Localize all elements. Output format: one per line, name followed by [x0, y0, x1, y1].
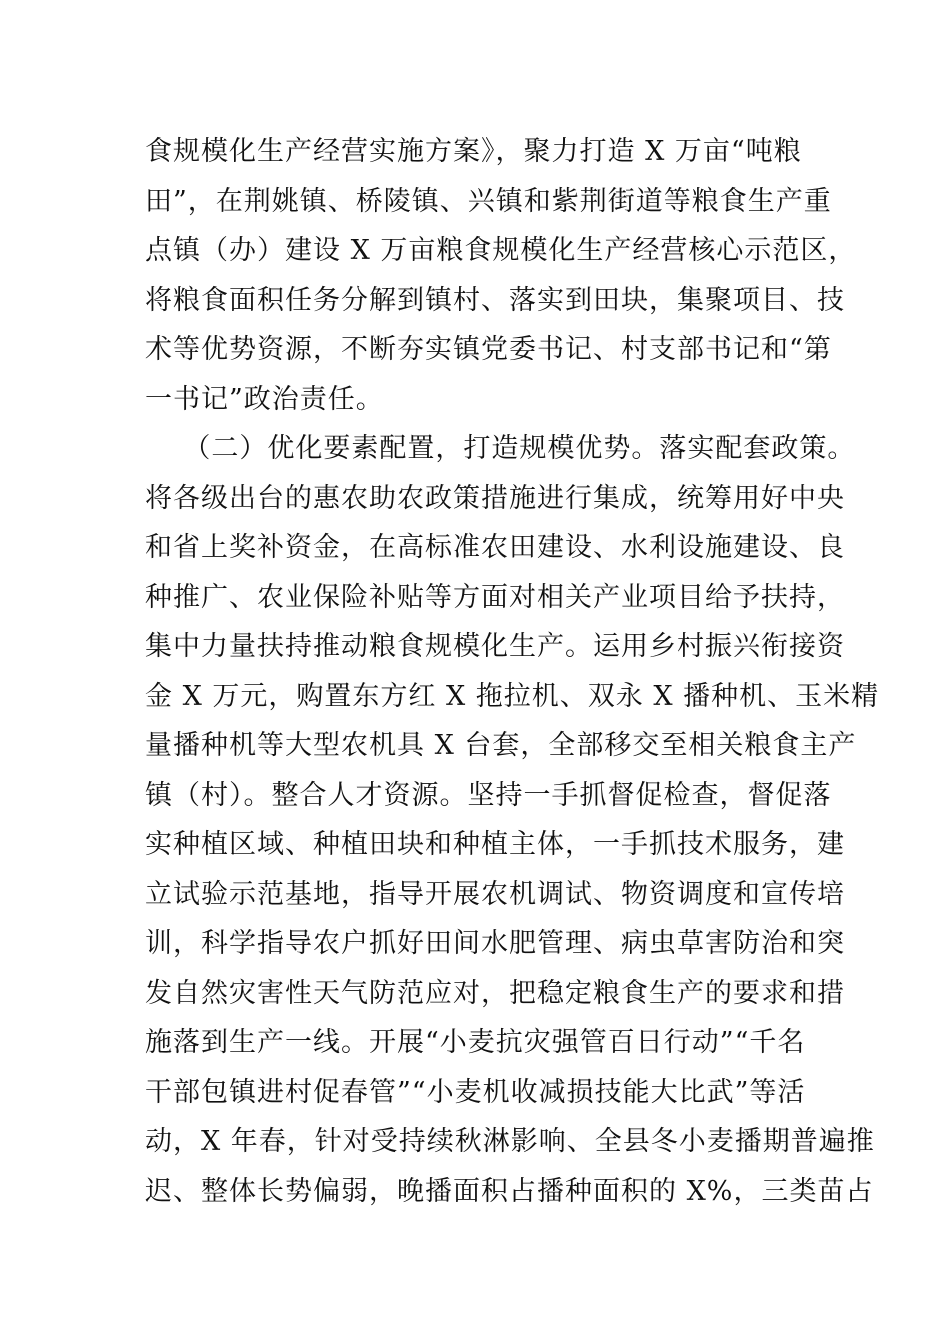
text-line: 立试验示范基地，指导开展农机调试、物资调度和宣传培	[145, 878, 845, 910]
text-line: 点镇（办）建设 X 万亩粮食规模化生产经营核心示范区，	[145, 235, 857, 266]
text-line: 将粮食面积任务分解到镇村、落实到田块，集聚项目、技	[145, 284, 845, 316]
section-heading-line: （二）优化要素配置，打造规模优势。落实配套政策。	[145, 433, 856, 464]
text-line: 镇（村）。整合人才资源。坚持一手抓督促检查，督促落	[145, 779, 832, 811]
text-line: 训，科学指导农户抓好田间水肥管理、病虫草害防治和突	[145, 928, 845, 959]
body-text	[145, 127, 880, 1216]
text-line: 田”，在荆姚镇、桥陵镇、兴镇和紫荆街道等粮食生产重	[145, 185, 832, 217]
text-line: 术等优势资源，不断夯实镇党委书记、村支部书记和“第	[145, 334, 832, 365]
text-line: 将各级出台的惠农助农政策措施进行集成，统筹用好中央	[145, 482, 845, 514]
text-line: 干部包镇进村促春管”“小麦机收减损技能大比武”等活	[145, 1076, 806, 1108]
text-line: 迟、整体长势偏弱，晚播面积占播种面积的 X%，三类苗占	[145, 1175, 874, 1207]
text-line: 和省上奖补资金，在高标准农田建设、水利设施建设、良	[145, 532, 845, 563]
text-line: 集中力量扶持推动粮食规模化生产。运用乡村振兴衔接资	[145, 631, 845, 662]
text-line: 实种植区域、种植田块和种植主体，一手抓技术服务，建	[145, 829, 845, 860]
text-line: 金 X 万元，购置东方红 X 拖拉机、双永 X 播种机、玉米精	[145, 680, 880, 712]
text-line: 一书记”政治责任。	[145, 383, 384, 415]
text-line: 种推广、农业保险补贴等方面对相关产业项目给予扶持，	[145, 581, 845, 613]
text-line: 发自然灾害性天气防范应对，把稳定粮食生产的要求和措	[145, 977, 845, 1009]
text-line: 动，X 年春，针对受持续秋淋影响、全县冬小麦播期普遍推	[145, 1126, 875, 1157]
text-line: 施落到生产一线。开展“小麦抗灾强管百日行动”“千名	[145, 1027, 806, 1058]
text-line: 量播种机等大型农机具 X 台套，全部移交至相关粮食主产	[145, 730, 857, 761]
text-line: 食规模化生产经营实施方案》，聚力打造 X 万亩“吨粮	[145, 136, 802, 167]
